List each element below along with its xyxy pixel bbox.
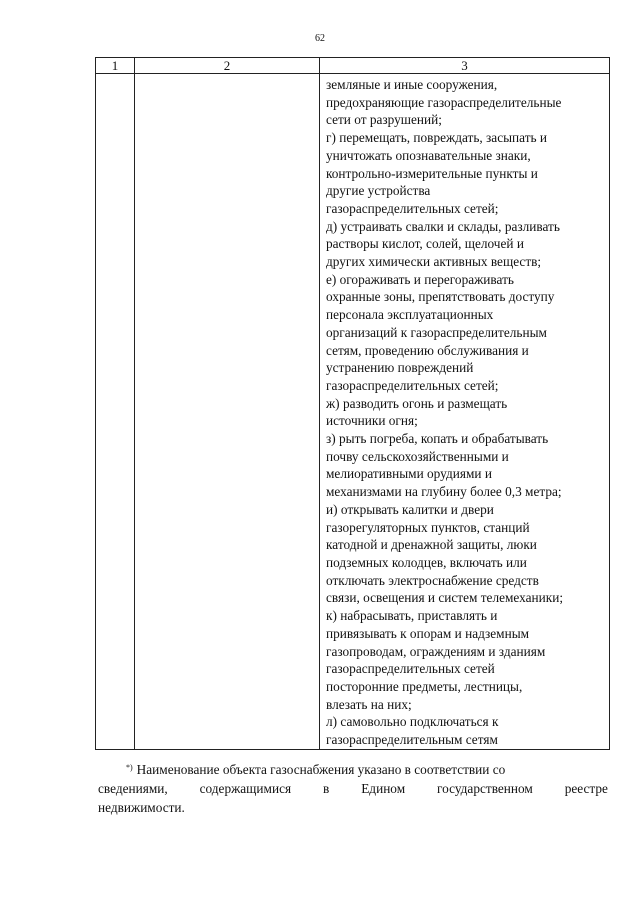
- restriction-line: к) набрасывать, приставлять и: [326, 608, 498, 624]
- restriction-line: газораспределительным сетям: [326, 732, 498, 748]
- restriction-line: е) огораживать и перегораживать: [326, 271, 514, 287]
- restriction-line: влезать на них;: [326, 696, 412, 712]
- restriction-line: катодной и дренажной защиты, люки: [326, 537, 537, 553]
- footnote-word: Едином: [361, 781, 406, 796]
- restriction-line: г) перемещать, повреждать, засыпать и: [326, 130, 548, 146]
- restriction-line: устранению повреждений: [326, 360, 474, 376]
- footnote-word: реестре: [564, 781, 608, 796]
- restriction-line: газораспределительных сетей;: [326, 200, 499, 216]
- table-row: [96, 74, 610, 750]
- footnote-marker: *): [126, 763, 133, 772]
- column-header-1: 1: [96, 58, 135, 74]
- restriction-line: газораспределительных сетей;: [326, 377, 499, 393]
- restriction-line: механизмами на глубину более 0,3 метра;: [326, 484, 562, 500]
- restriction-line: охранные зоны, препятствовать доступу: [326, 289, 555, 305]
- restriction-line: источники огня;: [326, 413, 418, 429]
- restriction-line: контрольно-измерительные пункты и: [326, 165, 538, 181]
- footnote-line-3: недвижимости.: [98, 800, 185, 815]
- footnote-text-1: Наименование объекта газоснабжения указано в соответствии со: [136, 762, 506, 777]
- requirements-table: [95, 57, 610, 750]
- restriction-line: почву сельскохозяйственными и: [326, 448, 509, 464]
- restriction-line: з) рыть погреба, копать и обрабатывать: [326, 431, 549, 447]
- table-cell-restrictions: [320, 74, 610, 750]
- restriction-line: посторонние предметы, лестницы,: [326, 678, 523, 694]
- footnote-word: в: [323, 781, 330, 796]
- footnote-line-2: [98, 779, 608, 798]
- restriction-line: сети от разрушений;: [326, 112, 442, 128]
- restriction-line: отключать электроснабжение средств: [326, 572, 539, 588]
- restriction-line: растворы кислот, солей, щелочей и: [326, 236, 524, 252]
- column-header-2: 2: [135, 58, 320, 74]
- restriction-line: персонала эксплуатационных: [326, 307, 494, 323]
- table-cell-col2: [135, 74, 320, 750]
- restriction-line: мелиоративными орудиями и: [326, 466, 492, 482]
- restriction-line: связи, освещения и систем телемеханики;: [326, 590, 564, 606]
- table-cell-col1: [96, 74, 135, 750]
- footnote-word: сведениями,: [98, 781, 168, 796]
- restriction-line: газорегуляторных пунктов, станций: [326, 519, 530, 535]
- restriction-line: привязывать к опорам и надземным: [326, 625, 530, 641]
- restriction-line: сетям, проведению обслуживания и: [326, 342, 529, 358]
- restriction-line: ж) разводить огонь и размещать: [326, 395, 508, 411]
- restriction-line: организаций к газораспределительным: [326, 324, 547, 340]
- restriction-line: и) открывать калитки и двери: [326, 501, 494, 517]
- restriction-line: газораспределительных сетей: [326, 661, 495, 677]
- page-number: 62: [315, 33, 325, 44]
- restriction-line: л) самовольно подключаться к: [326, 714, 499, 730]
- restriction-line: земляные и иные сооружения,: [326, 77, 498, 92]
- footnote-word: государственном: [437, 781, 533, 796]
- restriction-line: д) устраивать свалки и склады, разливать: [326, 218, 560, 234]
- footnote-line-1: [98, 760, 608, 779]
- restriction-line: уничтожать опознавательные знаки,: [326, 147, 531, 163]
- restriction-line: другие устройства: [326, 183, 431, 199]
- table-header-row: [96, 58, 610, 74]
- restriction-line: подземных колодцев, включать или: [326, 554, 527, 570]
- column-header-3: 3: [320, 58, 610, 74]
- restriction-line: предохраняющие газораспределительные: [326, 94, 562, 110]
- footnote: [98, 760, 608, 817]
- footnote-word: содержащимися: [199, 781, 292, 796]
- restriction-line: газопроводам, ограждениям и зданиям: [326, 643, 546, 659]
- restriction-line: других химически активных веществ;: [326, 254, 542, 270]
